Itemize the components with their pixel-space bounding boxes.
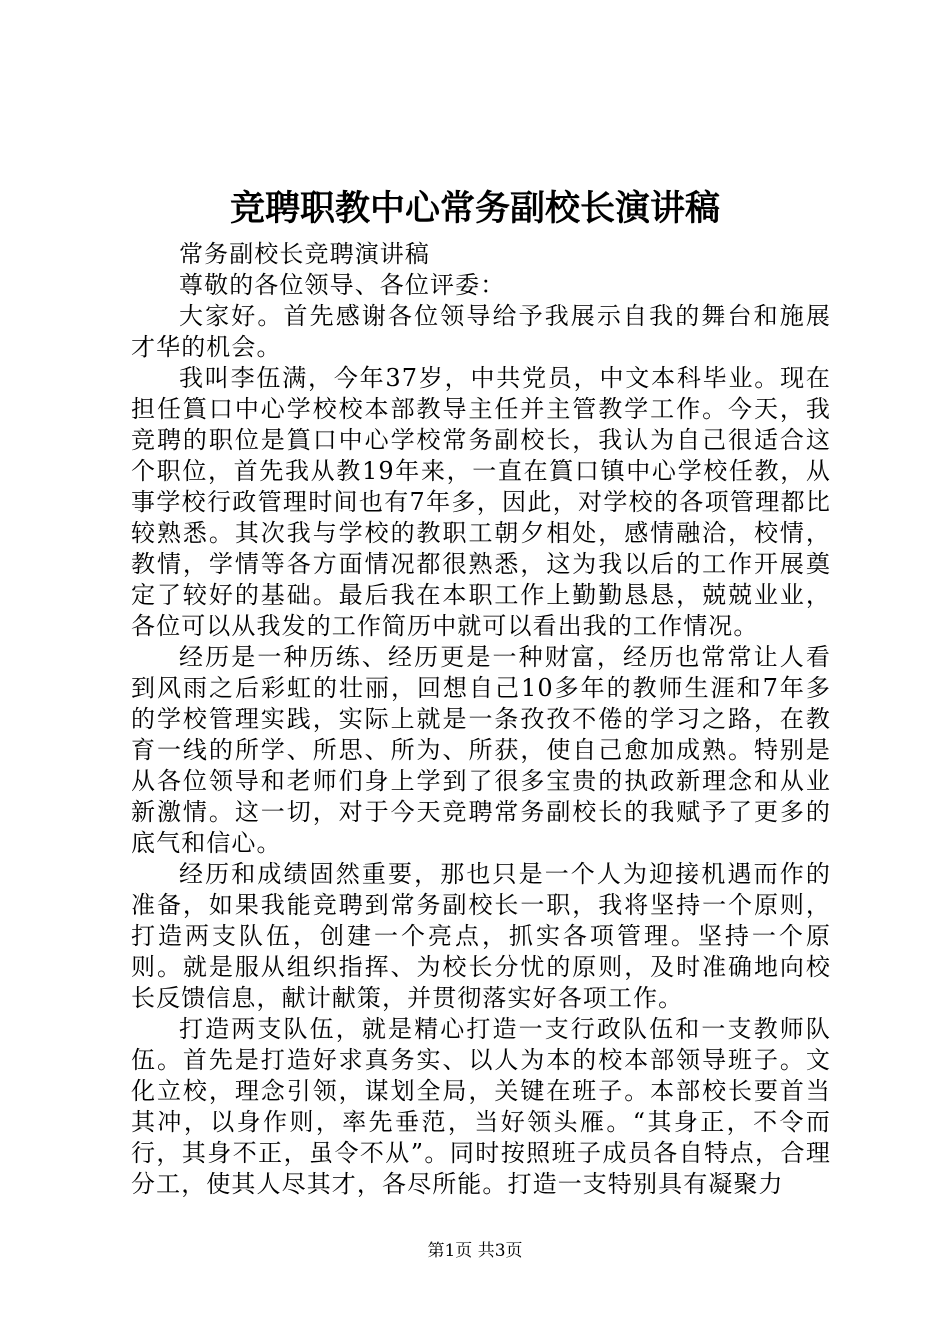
paragraph-introduction: 我叫李伍满，今年37岁，中共党员，中文本科毕业。现在担任篔口中心学校校本部教导主任并主管教学工作。今天，我竞聘的职位是篔口中心学校常务副校长，我认为自己很适合这个职位，首先我从教19年来，一直在篔口镇中心学校任教，从事学校行政管理时间也有7年多，因此，对学校的各项管理都比较熟悉。其次我与学校的教职工朝夕相处，感情融洽，校情，教情，学情等各方面情况都很熟悉，这为我以后的工作开展奠定了较好的基础。最后我在本职工作上勤勤恳恳，兢兢业业，各位可以从我发的工作简历中就可以看出我的工作情况。 — [131, 364, 831, 640]
paragraph-principle: 经历和成绩固然重要，那也只是一个人为迎接机遇而作的准备，如果我能竞聘到常务副校长一职，我将坚持一个原则，打造两支队伍，创建一个亮点，抓实各项管理。坚持一个原则。就是服从组织指挥、为校长分忧的原则，及时准确地向校长反馈信息，献计献策，并贯彻落实好各项工作。 — [131, 860, 831, 1012]
document-title: 竞聘职教中心常务副校长演讲稿 — [229, 188, 720, 229]
document-body — [131, 239, 831, 1200]
paragraph-greeting: 大家好。首先感谢各位领导给予我展示自我的舞台和施展才华的机会。 — [131, 302, 831, 361]
paragraph-experience: 经历是一种历练、经历更是一种财富，经历也常常让人看到风雨之后彩虹的壮丽，回想自己10多年的教师生涯和7年多的学校管理实践，实际上就是一条孜孜不倦的学习之路，在教育一线的所学、所思、所为、所获，使自己愈加成熟。特别是从各位领导和老师们身上学到了很多宝贵的执政新理念和从业新激情。这一切，对于今天竞聘常务副校长的我赋予了更多的底气和信心。 — [131, 643, 831, 857]
paragraph-subtitle: 常务副校长竞聘演讲稿 — [179, 240, 430, 268]
paragraph-salutation: 尊敬的各位领导、各位评委： — [179, 271, 506, 299]
paragraph-teams: 打造两支队伍，就是精心打造一支行政队伍和一支教师队伍。首先是打造好求真务实、以人为本的校本部领导班子。文化立校，理念引领，谋划全局，关键在班子。本部校长要首当其冲，以身作则，率先垂范，当好领头雁。“其身正，不令而行，其身不正，虽令不从”。同时按照班子成员各自特点，合理分工，使其人尽其才，各尽所能。打造一支特别具有凝聚力 — [131, 1015, 831, 1198]
page-number-footer: 第1页 共3页 — [427, 1241, 523, 1261]
